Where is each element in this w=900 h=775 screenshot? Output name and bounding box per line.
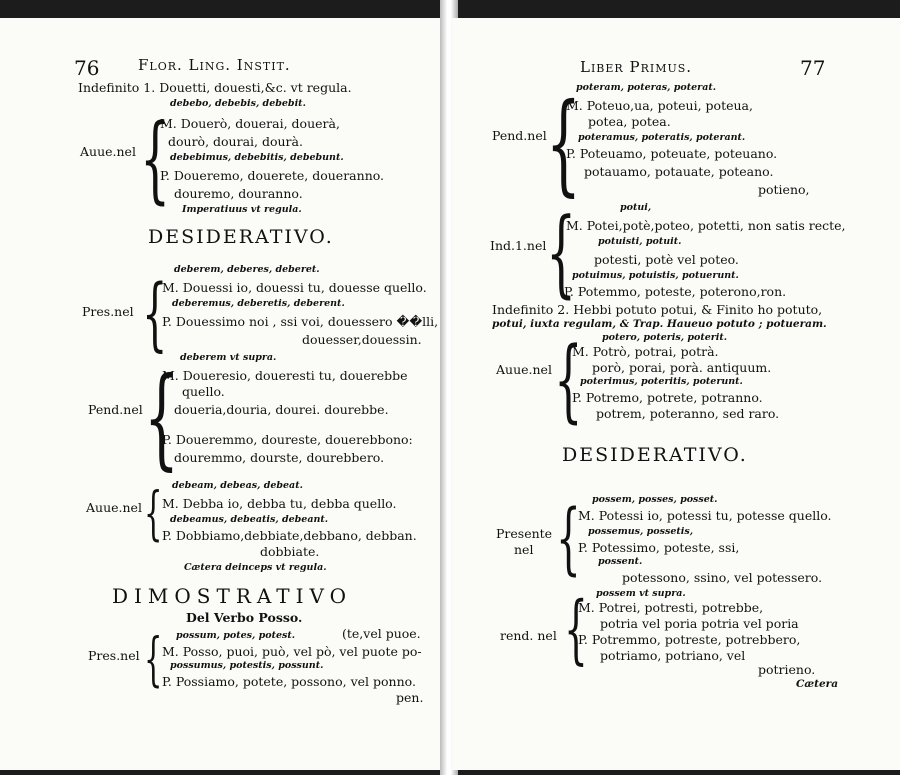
- text-line: P. Possiamo, potete, possono, vel ponno.: [162, 674, 416, 689]
- brace-icon: {: [142, 267, 168, 360]
- text-line: potauamo, potauate, poteano.: [584, 164, 774, 179]
- text-line: P. Potremo, potrete, potranno.: [572, 390, 763, 405]
- tense-label: Presente: [496, 526, 553, 541]
- latin-gloss: potuisti, potuit.: [598, 236, 682, 247]
- text-line: pen.: [396, 690, 424, 705]
- section-heading: DIMOSTRATIVO: [112, 584, 352, 608]
- brace-icon: {: [140, 104, 171, 214]
- right-page: [452, 18, 900, 770]
- brace-icon: {: [144, 353, 179, 481]
- text-line: P. Doueremmo, doureste, douerebbono:: [162, 432, 413, 447]
- text-line: (te,vel puoe.: [342, 626, 421, 641]
- tense-label: Pend.nel: [492, 128, 547, 143]
- latin-gloss: possemus, possetis,: [588, 526, 694, 537]
- text-line: douremmo, dourste, dourebbero.: [174, 450, 385, 465]
- latin-gloss: Cætera deinceps vt regula.: [184, 562, 327, 573]
- text-line: douesser,douessin.: [302, 332, 422, 347]
- page-number: 76: [74, 56, 100, 80]
- text-line: M. Douerò, douerai, douerà,: [160, 116, 340, 131]
- page-number: 77: [800, 56, 826, 80]
- tense-label: rend. nel: [500, 628, 557, 643]
- text-line: dobbiate.: [260, 544, 320, 559]
- text-line: quello.: [182, 384, 225, 399]
- tense-label: nel: [514, 542, 534, 557]
- latin-gloss: poteram, poteras, poterat.: [576, 82, 717, 93]
- latin-gloss: debebimus, debebitis, debebunt.: [170, 152, 344, 163]
- text-line: potieno,: [758, 182, 810, 197]
- latin-gloss: debeamus, debeatis, debeant.: [170, 514, 329, 525]
- running-header: Flor. Ling. Instit.: [138, 56, 291, 74]
- tense-label: Auue.nel: [496, 362, 552, 377]
- text-line: Indefinito 2. Hebbi potuto potui, & Finito ho potuto,: [492, 302, 823, 317]
- text-line: M. Potrò, potrai, potrà.: [572, 344, 719, 359]
- tense-label: Ind.1.nel: [490, 238, 547, 253]
- brace-icon: {: [564, 585, 588, 673]
- section-heading: DESIDERATIVO.: [148, 226, 334, 248]
- latin-gloss: potui,: [620, 202, 652, 213]
- text-line: M. Poteuo,ua, poteui, poteua,: [566, 98, 753, 113]
- left-page: [0, 18, 447, 770]
- text-line: potesti, potè vel poteo.: [594, 252, 739, 267]
- brace-icon: {: [144, 625, 163, 693]
- tense-label: Auue.nel: [80, 144, 136, 159]
- brace-icon: {: [546, 79, 581, 207]
- latin-gloss: deberem vt supra.: [180, 352, 277, 363]
- text-line: P. Douessimo noi , ssi voi, douessero ��lli,: [162, 314, 439, 329]
- text-line: M. Debba io, debba tu, debba quello.: [162, 496, 397, 511]
- text-line: M. Potei,potè,poteo, potetti, non satis recte,: [566, 218, 846, 233]
- text-line: P. Dobbiamo,debbiate,debbano, debban.: [162, 528, 417, 543]
- text-line: M. Douessi io, douessi tu, douesse quello.: [162, 280, 427, 295]
- text-line: M. Potessi io, potessi tu, potesse quello.: [578, 508, 832, 523]
- latin-gloss: potuimus, potuistis, potuerunt.: [572, 270, 739, 281]
- brace-icon: {: [556, 494, 581, 584]
- latin-gloss: possumus, potestis, possunt.: [170, 660, 324, 671]
- latin-gloss: poterimus, poteritis, poterunt.: [580, 376, 743, 387]
- latin-gloss: possem, posses, posset.: [592, 494, 718, 505]
- text-line: P. Poteuamo, poteuate, poteuano.: [566, 146, 778, 161]
- text-line: P. Potessimo, poteste, ssi,: [578, 540, 740, 555]
- text-line: M. Posso, puoi, può, vel pò, vel puote po-: [162, 644, 422, 659]
- latin-gloss: poteramus, poteratis, poterant.: [578, 132, 746, 143]
- running-header: Liber Primus.: [580, 58, 693, 76]
- section-heading: DESIDERATIVO.: [562, 444, 748, 466]
- tense-label: Pres.nel: [88, 648, 140, 663]
- text-line: Indefinito 1. Douetti, douesti,&c. vt regula.: [78, 80, 352, 95]
- latin-gloss: possent.: [598, 556, 643, 567]
- latin-gloss: potero, poteris, poterit.: [602, 332, 728, 343]
- latin-gloss: debeam, debeas, debeat.: [172, 480, 303, 491]
- brace-icon: {: [144, 479, 163, 547]
- latin-gloss: deberemus, deberetis, deberent.: [172, 298, 345, 309]
- tense-label: Auue.nel: [86, 500, 142, 515]
- text-line: P. Potremmo, potreste, potrebbero,: [578, 632, 801, 647]
- brace-icon: {: [546, 198, 577, 308]
- text-line: potea, potea.: [588, 114, 671, 129]
- text-line: M. Doueresio, doueresti tu, douerebbe: [162, 368, 408, 383]
- text-line: potrieno.: [758, 662, 816, 677]
- text-line: potriamo, potriano, vel: [600, 648, 746, 663]
- text-line: M. Potrei, potresti, potrebbe,: [578, 600, 764, 615]
- text-line: P. Potemmo, poteste, poterono,ron.: [564, 284, 787, 299]
- latin-gloss: possum, potes, potest.: [176, 630, 296, 641]
- latin-gloss: debebo, debebis, debebit.: [170, 98, 306, 109]
- section-subheading: Del Verbo Posso.: [186, 610, 303, 625]
- text-line: dourò, dourai, dourà.: [168, 134, 303, 149]
- tense-label: Pres.nel: [82, 304, 134, 319]
- latin-gloss: deberem, deberes, deberet.: [174, 264, 320, 275]
- text-line: P. Doueremo, douerete, doueranno.: [160, 168, 385, 183]
- latin-gloss: Imperatiuus vt regula.: [182, 204, 302, 215]
- text-line: potria vel poria potria vel poria: [600, 616, 799, 631]
- text-line: potrem, poteranno, sed raro.: [596, 406, 780, 421]
- text-line: potessono, ssino, vel potessero.: [622, 570, 823, 585]
- text-line: douremo, douranno.: [174, 186, 303, 201]
- latin-gloss: possem vt supra.: [596, 588, 686, 599]
- latin-gloss: potui, iuxta regulam, & Trap. Haueuo potuto ; potueram.: [492, 318, 827, 330]
- text-line: porò, porai, porà. antiquum.: [592, 360, 772, 375]
- tense-label: Pend.nel: [88, 402, 143, 417]
- text-line: doueria,douria, dourei. dourebbe.: [174, 402, 389, 417]
- catchword: Cætera: [796, 678, 839, 690]
- brace-icon: {: [554, 328, 583, 433]
